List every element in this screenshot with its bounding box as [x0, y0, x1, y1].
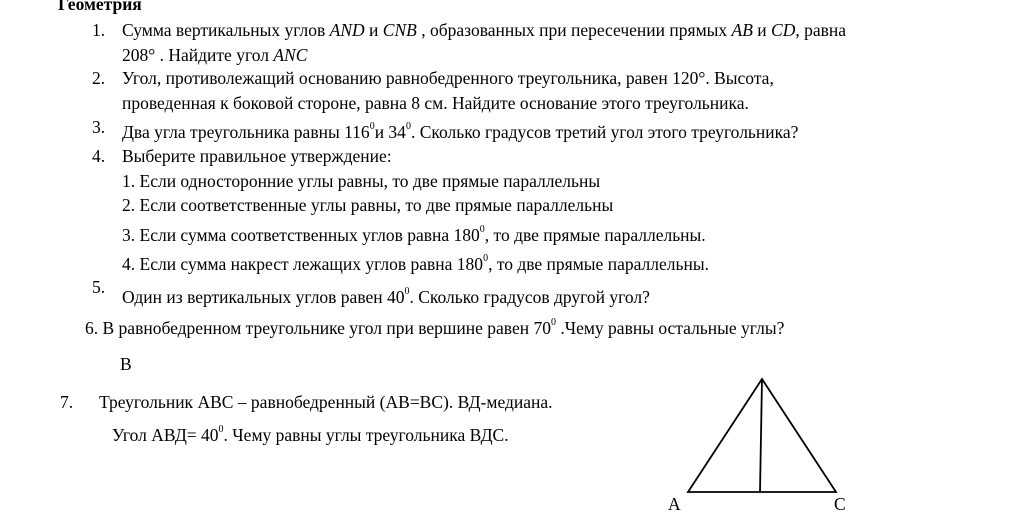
- q2-line-2: проведенная к боковой стороне, равна 8 см. Найдите основание этого треугольника.: [122, 93, 749, 113]
- q1-number: 1.: [92, 20, 106, 40]
- q1-line-2: 208° . Найдите угол ANC: [122, 45, 308, 65]
- q4-option-2: 2. Если соответственные углы равны, то две прямые параллельны: [122, 195, 614, 215]
- q7-label-b: В: [120, 354, 132, 374]
- q3-number: 3.: [92, 117, 106, 137]
- q3-text: Два угла треугольника равны $116^0и$ $34^0$. Сколько градусов третий угол этого треугольника?: [122, 121, 799, 142]
- q2-line-1: Угол, противолежащий основанию равнобедренного треугольника, равен 120°. Высота,: [122, 68, 774, 88]
- q6-text: 6. В равнобедренном треугольнике угол при вершине равен $70^0$ .Чему равны остальные углы?: [85, 317, 785, 338]
- q4-number: 4.: [92, 146, 106, 166]
- q7-number: 7.: [60, 392, 74, 412]
- q1-line-1: Сумма вертикальных углов AND и CNB , образованных при пересечении прямых AB и CD, равна: [122, 20, 847, 40]
- q4-option-3: 3. Если сумма соответственных углов равна $180^0$, то две прямые параллельны.: [122, 224, 706, 245]
- q5-number: 5.: [92, 277, 106, 297]
- q4-option-4: 4. Если сумма накрест лежащих углов равна $180^0$, то две прямые параллельны.: [122, 253, 709, 274]
- q7-line-1: Треугольник ABC – равнобедренный (AB=BC). ВД-медиана.: [99, 392, 553, 412]
- q4-option-1: 1. Если односторонние углы равны, то две прямые параллельны: [122, 171, 601, 191]
- q5-text: Один из вертикальных углов равен $40^0$. Сколько градусов другой угол?: [122, 286, 650, 307]
- q7-line-2: Угол $АВД= 40^0$. Чему равны углы треугольника ВДС.: [112, 424, 509, 445]
- figure-label-c: C: [834, 494, 846, 514]
- figure-label-a: A: [668, 494, 681, 514]
- page-title: Геометрия: [58, 0, 142, 14]
- q4-text: Выберите правильное утверждение:: [122, 146, 392, 166]
- median-bd: [760, 379, 762, 492]
- q2-number: 2.: [92, 68, 106, 88]
